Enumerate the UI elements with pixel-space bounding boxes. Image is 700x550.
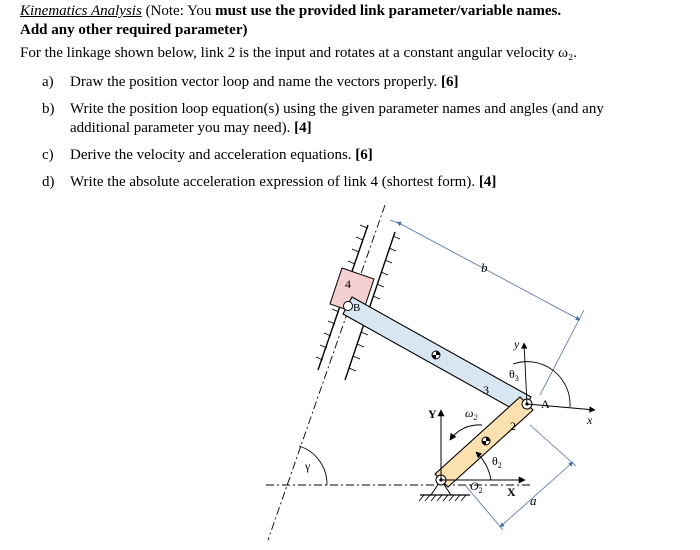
- theta2-label: $\theta_2$: [492, 454, 502, 470]
- question-label: a): [42, 74, 54, 90]
- dim-a-ext-top: [540, 310, 584, 395]
- link4-label: 4: [345, 277, 351, 291]
- question-label: d): [42, 174, 55, 190]
- omega2-label: $\omega_2$: [465, 406, 478, 422]
- header-note-open: (Note: You: [141, 3, 216, 19]
- joint-b: [344, 302, 353, 311]
- question-text: Derive the velocity and acceleration equations.: [70, 147, 356, 163]
- question-marks: [4]: [294, 120, 312, 136]
- link2-cg-icon: [482, 437, 490, 445]
- header-title: Kinematics Analysis: [20, 3, 142, 19]
- local-x-label: x: [587, 413, 593, 427]
- question-marks: [4]: [478, 174, 497, 190]
- question-marks: [6]: [355, 147, 373, 163]
- header-note-bold: must use the provided link parameter/variable names.: [215, 3, 562, 19]
- question-text: Write the position loop equation(s) using the given parameter names and angles (and any additional parameter you may need).: [70, 101, 604, 136]
- question-text: Draw the position vector loop and name the vectors properly.: [70, 74, 442, 90]
- ground-pivot-o2: [419, 475, 470, 501]
- joint-a-label: A: [541, 397, 550, 411]
- global-y-label: Y: [428, 407, 437, 421]
- theta3-label: $\theta_3$: [509, 367, 519, 383]
- local-x-axis: [527, 404, 595, 410]
- question-label: c): [42, 147, 54, 163]
- question-label: b): [42, 101, 55, 117]
- joint-b-label: B: [353, 302, 361, 314]
- gamma-arc: [299, 446, 327, 485]
- global-x-label: X: [507, 485, 516, 499]
- link2-label: 2: [510, 419, 516, 433]
- ground-o2-label: $O_2$: [470, 479, 483, 495]
- dim-a-label: a: [530, 493, 537, 508]
- dim-a-ext-right: [530, 425, 576, 466]
- header-line2: Add any other required parameter): [20, 22, 248, 38]
- intro-text: For the linkage shown below, link 2 is the input and rotates at a constant angular velocity ω₂.: [20, 45, 577, 61]
- question-marks: [6]: [441, 74, 459, 90]
- dim-b-label: b: [481, 260, 488, 275]
- slider-axis-line: [268, 205, 385, 540]
- gamma-label: γ: [305, 459, 311, 473]
- dim-b-ext: [390, 220, 398, 223]
- question-text: Write the absolute acceleration expression of link 4 (shortest form).: [70, 174, 479, 190]
- link3-label: 3: [483, 383, 489, 397]
- dim-b-line: [397, 222, 580, 320]
- local-y-label: y: [514, 337, 520, 351]
- link3-cg-icon: [432, 351, 440, 359]
